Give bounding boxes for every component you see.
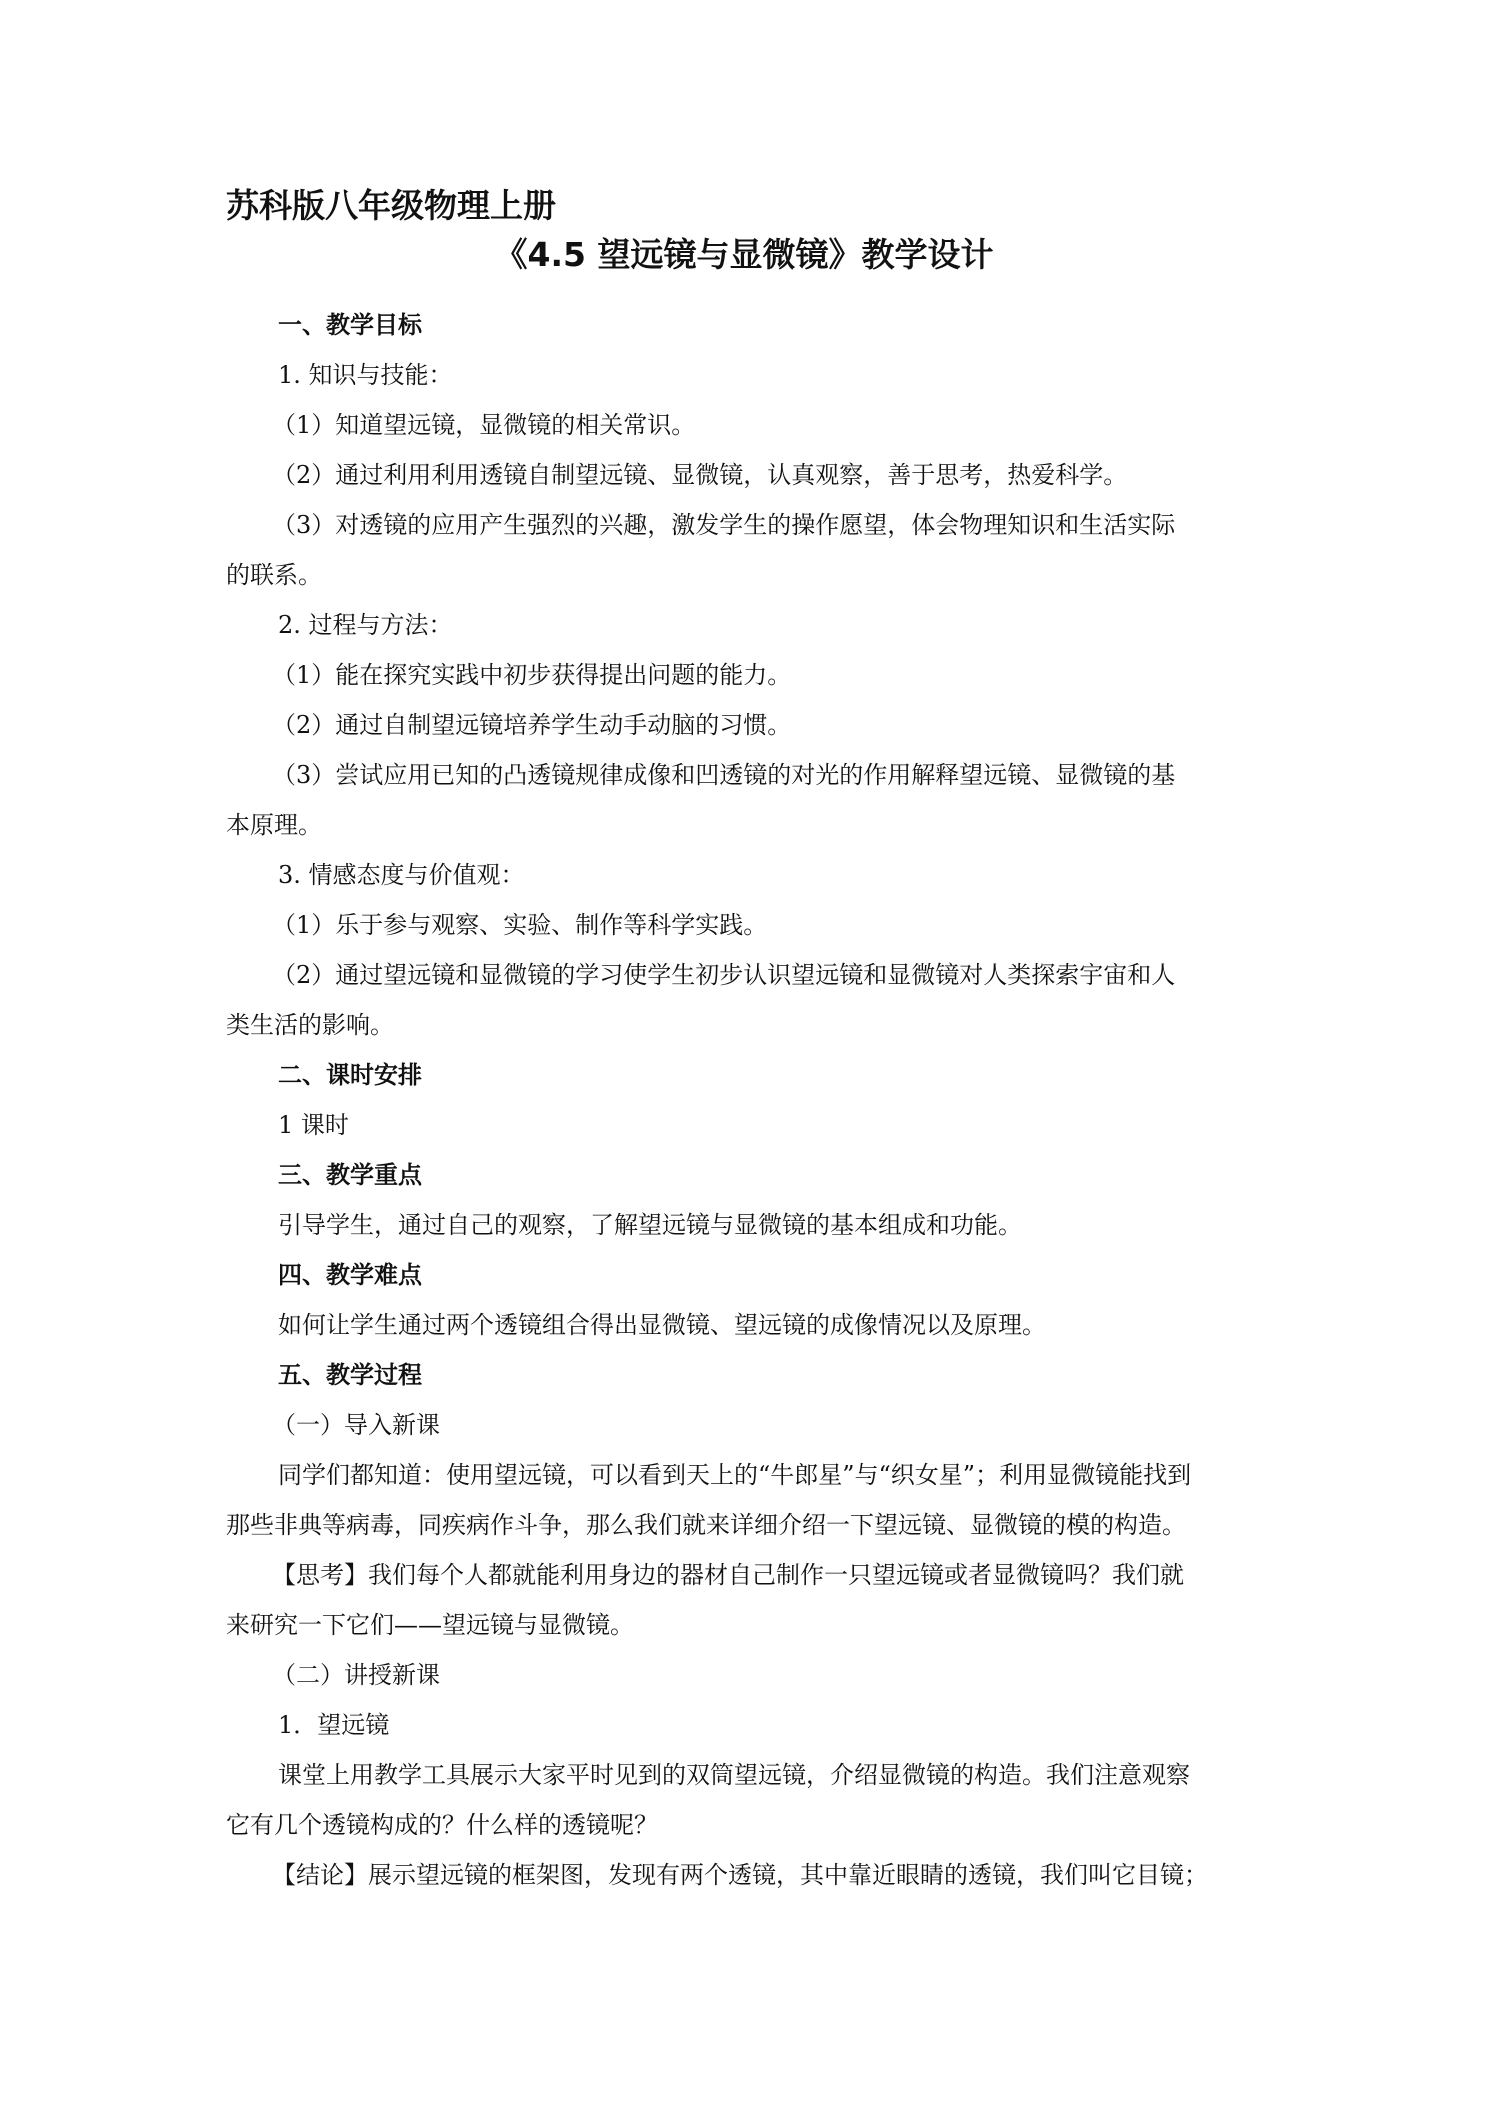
paragraph: 2. 过程与方法： [278, 611, 453, 639]
paragraph: 课堂上用教学工具展示大家平时见到的双筒望远镜，介绍显微镜的构造。我们注意观察 [278, 1761, 1190, 1789]
section-heading: 一、教学目标 [278, 311, 422, 339]
section-heading: 五、教学过程 [278, 1361, 422, 1389]
paragraph: （3）尝试应用已知的凸透镜规律成像和凹透镜的对光的作用解释望远镜、显微镜的基 [272, 761, 1176, 789]
paragraph-continuation: 它有几个透镜构成的？什么样的透镜呢？ [226, 1811, 658, 1839]
paragraph: （一）导入新课 [272, 1411, 440, 1439]
paragraph: （1）乐于参与观察、实验、制作等科学实践。 [272, 911, 768, 939]
paragraph: （3）对透镜的应用产生强烈的兴趣，激发学生的操作愿望，体会物理知识和生活实际 [272, 511, 1176, 539]
paragraph: 如何让学生通过两个透镜组合得出显微镜、望远镜的成像情况以及原理。 [278, 1311, 1046, 1339]
paragraph-continuation: 那些非典等病毒，同疾病作斗争，那么我们就来详细介绍一下望远镜、显微镜的模的构造。 [226, 1511, 1186, 1539]
paragraph: 1 课时 [278, 1111, 349, 1139]
document-title-line1: 苏科版八年级物理上册 [226, 186, 556, 225]
section-heading: 二、课时安排 [278, 1061, 422, 1089]
paragraph: （2）通过利用利用透镜自制望远镜、显微镜，认真观察，善于思考，热爱科学。 [272, 461, 1128, 489]
paragraph-continuation: 本原理。 [226, 811, 322, 839]
document-title-line2: 《4.5 望远镜与显微镜》教学设计 [494, 235, 994, 274]
paragraph-continuation: 的联系。 [226, 561, 322, 589]
paragraph: 【思考】我们每个人都就能利用身边的器材自己制作一只望远镜或者显微镜吗？我们就 [272, 1561, 1184, 1589]
paragraph: （二）讲授新课 [272, 1661, 440, 1689]
paragraph: 3. 情感态度与价值观： [278, 861, 525, 889]
paragraph: 同学们都知道：使用望远镜，可以看到天上的“牛郎星”与“织女星”；利用显微镜能找到 [278, 1461, 1192, 1489]
paragraph: 【结论】展示望远镜的框架图，发现有两个透镜，其中靠近眼睛的透镜，我们叫它目镜； [272, 1861, 1208, 1889]
paragraph: 引导学生，通过自己的观察，了解望远镜与显微镜的基本组成和功能。 [278, 1211, 1022, 1239]
paragraph: （1）能在探究实践中初步获得提出问题的能力。 [272, 661, 792, 689]
section-heading: 三、教学重点 [278, 1161, 422, 1189]
paragraph: （2）通过自制望远镜培养学生动手动脑的习惯。 [272, 711, 792, 739]
paragraph: 1．望远镜 [278, 1711, 390, 1739]
paragraph: （2）通过望远镜和显微镜的学习使学生初步认识望远镜和显微镜对人类探索宇宙和人 [272, 961, 1176, 989]
paragraph-continuation: 类生活的影响。 [226, 1011, 394, 1039]
paragraph: （1）知道望远镜，显微镜的相关常识。 [272, 411, 696, 439]
paragraph: 1. 知识与技能： [278, 361, 453, 389]
document-body [226, 300, 1266, 1900]
paragraph-continuation: 来研究一下它们——望远镜与显微镜。 [226, 1611, 634, 1639]
section-heading: 四、教学难点 [278, 1261, 422, 1289]
